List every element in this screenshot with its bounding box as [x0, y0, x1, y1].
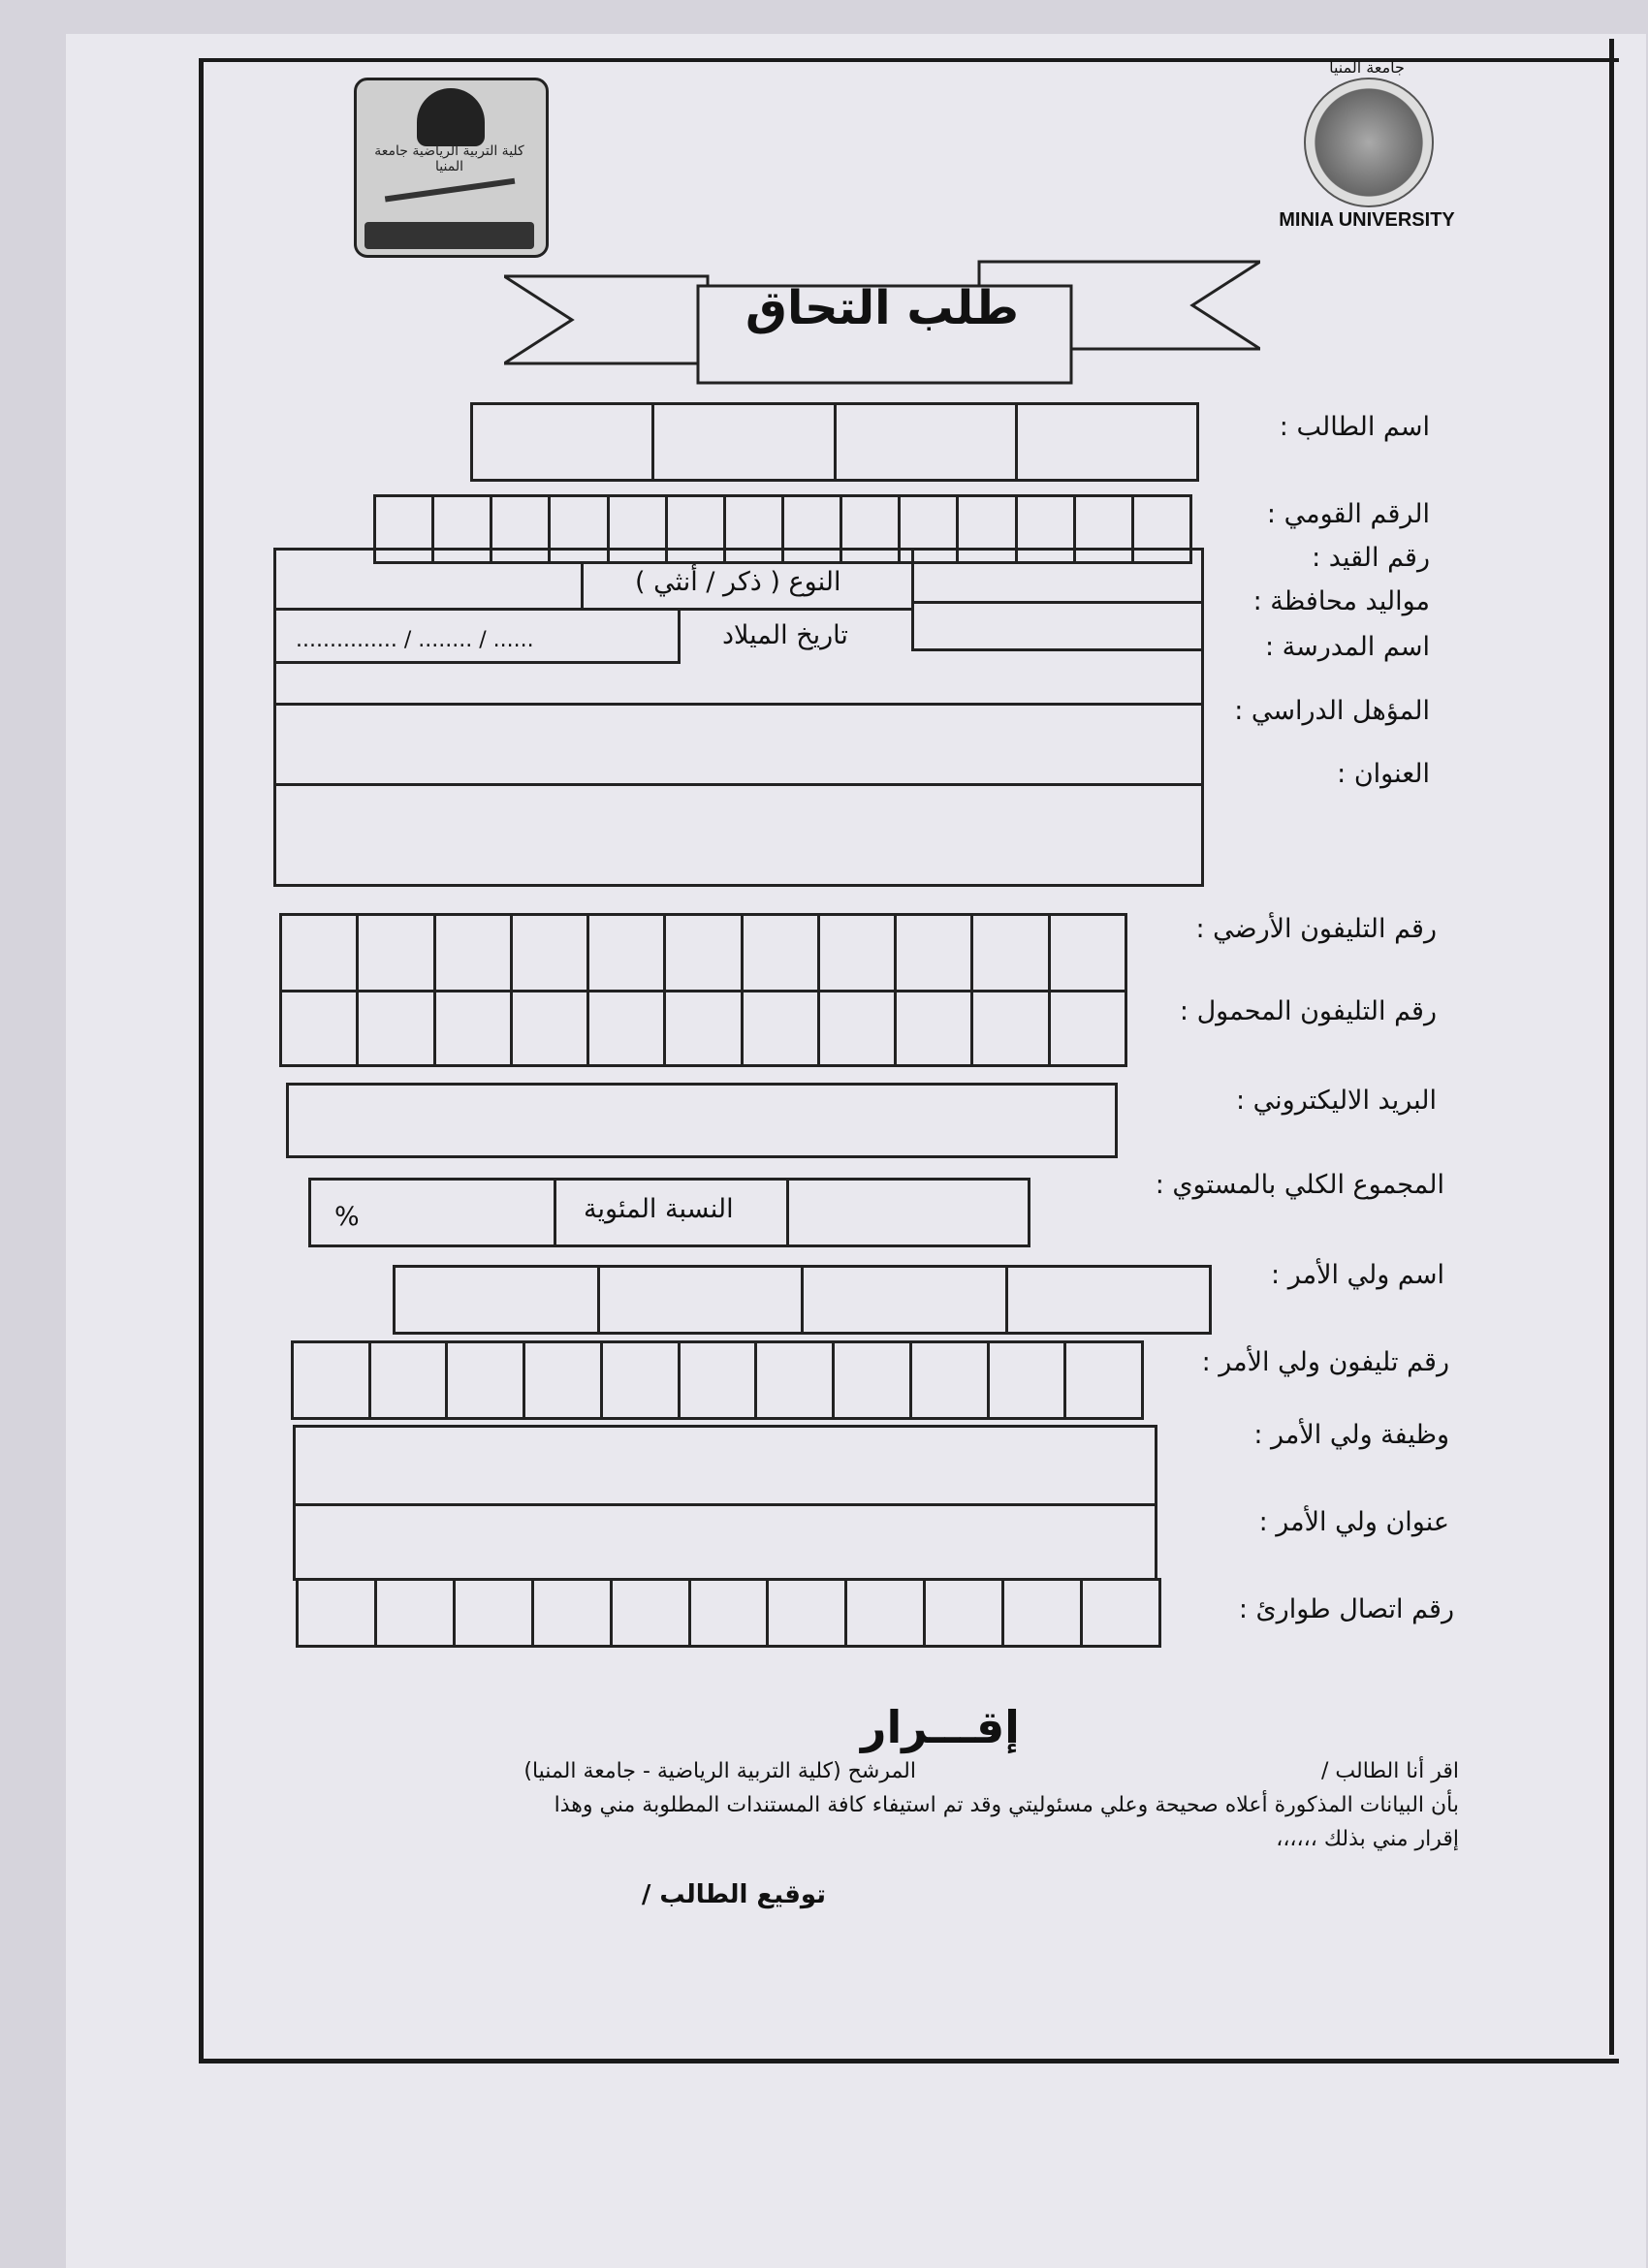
label-guardian-name: اسم ولي الأمر :	[1271, 1260, 1444, 1290]
guardian-phone-digit[interactable]	[678, 1343, 755, 1417]
guardian-phone-digit[interactable]	[600, 1343, 678, 1417]
landline-digit[interactable]	[586, 916, 663, 990]
emergency-fields[interactable]	[296, 1578, 1161, 1648]
guardian-job-field[interactable]	[293, 1425, 1157, 1506]
landline-fields[interactable]	[279, 913, 1127, 992]
guardian-name-part[interactable]	[1005, 1268, 1210, 1332]
guardian-name-part[interactable]	[801, 1268, 1005, 1332]
label-national-id: الرقم القومي :	[1266, 499, 1430, 529]
guardian-phone-digit[interactable]	[445, 1343, 523, 1417]
guardian-name-part[interactable]	[597, 1268, 802, 1332]
gender-label: النوع ( ذكر / أنثي )	[635, 567, 841, 597]
emergency-digit[interactable]	[1080, 1581, 1158, 1645]
mobile-digit[interactable]	[356, 992, 432, 1064]
guardian-name-fields[interactable]	[393, 1265, 1212, 1335]
faculty-logo	[354, 78, 549, 258]
guardian-phone-digit[interactable]	[368, 1343, 446, 1417]
guardian-phone-digit[interactable]	[294, 1343, 368, 1417]
name-part-field[interactable]	[651, 405, 833, 479]
emergency-digit[interactable]	[1001, 1581, 1080, 1645]
birth-date-label: تاريخ الميلاد	[722, 620, 848, 650]
nefertiti-emblem-icon	[1304, 78, 1434, 207]
mobile-digit[interactable]	[282, 992, 356, 1064]
landline-digit[interactable]	[356, 916, 432, 990]
label-email: البريد الاليكتروني :	[1235, 1086, 1437, 1116]
landline-digit[interactable]	[817, 916, 894, 990]
form-frame-right-edge	[1609, 39, 1614, 2055]
declaration-title: إقـــرار	[861, 1701, 1020, 1753]
declaration-line3: إقرار مني بذلك ،،،،،،	[1276, 1827, 1459, 1851]
logo-band	[364, 222, 534, 249]
mobile-digit[interactable]	[894, 992, 970, 1064]
declaration-line1-start: اقر أنا الطالب /	[1321, 1759, 1459, 1783]
label-guardian-address: عنوان ولي الأمر :	[1258, 1507, 1449, 1537]
birthplace-field[interactable]	[911, 601, 1202, 651]
signature-label: توقيع الطالب /	[641, 1880, 826, 1909]
university-logo-arabic: جامعة المنيا	[1329, 58, 1405, 77]
mobile-digit[interactable]	[970, 992, 1047, 1064]
emergency-digit[interactable]	[299, 1581, 374, 1645]
mobile-digit[interactable]	[433, 992, 510, 1064]
mobile-digit[interactable]	[586, 992, 663, 1064]
mobile-digit[interactable]	[741, 992, 817, 1064]
faculty-logo-text: كلية التربية الرياضية جامعة المنيا	[374, 143, 524, 174]
name-part-field[interactable]	[834, 405, 1015, 479]
percent-sign: %	[334, 1202, 360, 1232]
landline-digit[interactable]	[741, 916, 817, 990]
school-name-field[interactable]	[273, 662, 1204, 706]
guardian-address-field[interactable]	[293, 1503, 1157, 1581]
label-school-name: اسم المدرسة :	[1264, 632, 1430, 662]
label-guardian-job: وظيفة ولي الأمر :	[1253, 1420, 1449, 1450]
label-mobile: رقم التليفون المحمول :	[1179, 996, 1437, 1026]
total-score-field[interactable]	[786, 1181, 1028, 1244]
mobile-digit[interactable]	[1048, 992, 1125, 1064]
registration-no-field[interactable]	[911, 551, 1202, 604]
landline-digit[interactable]	[433, 916, 510, 990]
emergency-digit[interactable]	[531, 1581, 610, 1645]
landline-digit[interactable]	[510, 916, 586, 990]
label-total-score: المجموع الكلي بالمستوي :	[1155, 1170, 1444, 1200]
landline-digit[interactable]	[663, 916, 740, 990]
university-logo	[1260, 58, 1474, 242]
guardian-phone-digit[interactable]	[1063, 1343, 1141, 1417]
emergency-digit[interactable]	[766, 1581, 844, 1645]
label-qualification: المؤهل الدراسي :	[1234, 696, 1430, 726]
emergency-digit[interactable]	[453, 1581, 531, 1645]
university-logo-english: MINIA UNIVERSITY	[1279, 209, 1455, 231]
mobile-digit[interactable]	[510, 992, 586, 1064]
landline-digit[interactable]	[1048, 916, 1125, 990]
student-name-fields[interactable]	[470, 402, 1199, 482]
label-student-name: اسم الطالب :	[1279, 412, 1430, 442]
label-birthplace: مواليد محافظة :	[1252, 586, 1430, 616]
guardian-phone-digit[interactable]	[523, 1343, 600, 1417]
emergency-digit[interactable]	[688, 1581, 767, 1645]
label-address: العنوان :	[1337, 759, 1430, 789]
emergency-digit[interactable]	[374, 1581, 453, 1645]
label-guardian-phone: رقم تليفون ولي الأمر :	[1201, 1347, 1449, 1377]
form-title: طلب التحاق	[745, 281, 1019, 335]
mobile-digit[interactable]	[663, 992, 740, 1064]
name-part-field[interactable]	[1015, 405, 1196, 479]
mobile-fields[interactable]	[279, 990, 1127, 1067]
landline-digit[interactable]	[282, 916, 356, 990]
guardian-phone-digit[interactable]	[909, 1343, 987, 1417]
declaration-line1-end: المرشح (كلية التربية الرياضية - جامعة المنيا)	[523, 1759, 916, 1783]
guardian-phone-digit[interactable]	[987, 1343, 1064, 1417]
emergency-digit[interactable]	[923, 1581, 1001, 1645]
declaration-line2: بأن البيانات المذكورة أعلاه صحيحة وعلي مسئوليتي وقد تم استيفاء كافة المستندات المطلوبة مني وهذا	[554, 1793, 1459, 1817]
guardian-phone-fields[interactable]	[291, 1340, 1144, 1420]
gender-field[interactable]	[273, 562, 584, 611]
qualification-field[interactable]	[273, 704, 1204, 786]
percentage-label: النسبة المئوية	[584, 1194, 734, 1224]
emergency-digit[interactable]	[844, 1581, 923, 1645]
logo-dome-icon	[417, 88, 485, 146]
email-field[interactable]	[286, 1083, 1118, 1158]
label-registration-no: رقم القيد :	[1312, 543, 1430, 573]
guardian-name-part[interactable]	[396, 1268, 597, 1332]
name-part-field[interactable]	[473, 405, 651, 479]
logo-arms-icon	[385, 178, 518, 222]
label-emergency: رقم اتصال طوارئ :	[1238, 1594, 1454, 1624]
landline-digit[interactable]	[894, 916, 970, 990]
guardian-phone-digit[interactable]	[832, 1343, 909, 1417]
birth-date-placeholder: ...... / ........ / ...............	[296, 628, 534, 652]
address-field[interactable]	[273, 780, 1204, 887]
label-landline: رقم التليفون الأرضي :	[1195, 914, 1437, 944]
landline-digit[interactable]	[970, 916, 1047, 990]
mobile-digit[interactable]	[817, 992, 894, 1064]
guardian-phone-digit[interactable]	[754, 1343, 832, 1417]
emergency-digit[interactable]	[610, 1581, 688, 1645]
